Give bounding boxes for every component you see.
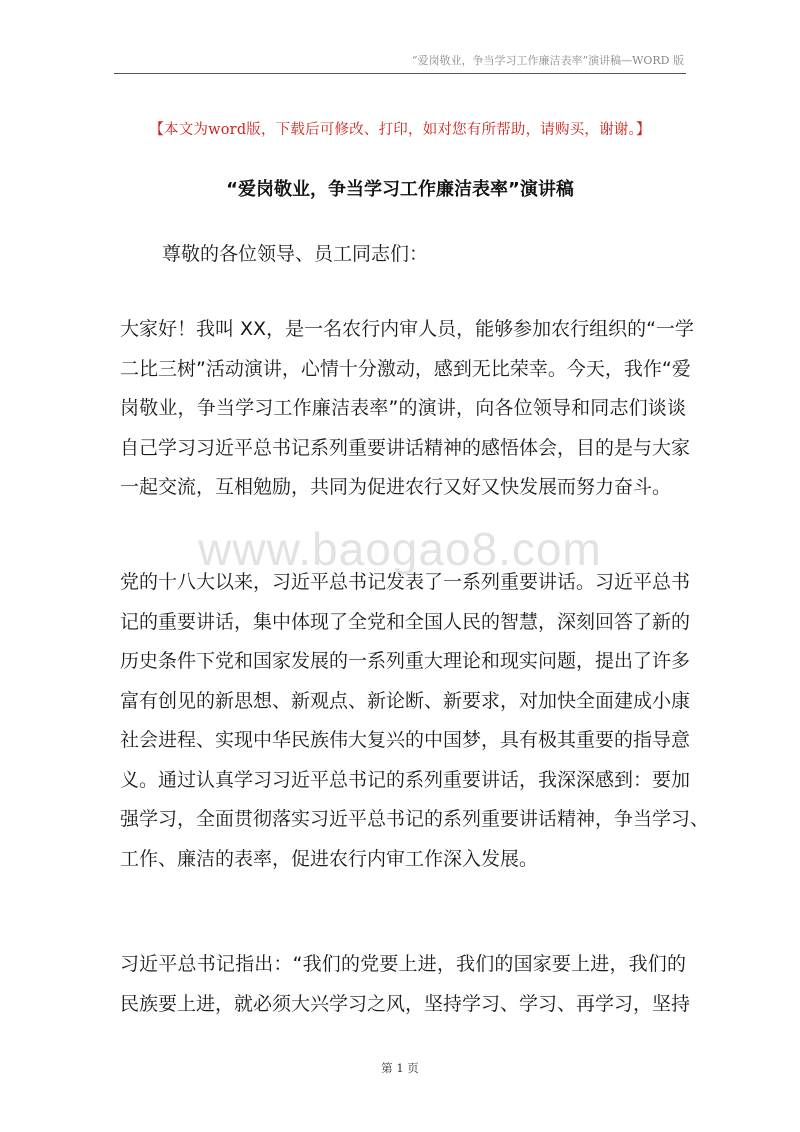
text-line: 党的十八大以来，习近平总书记发表了一系列重要讲话。习近平总书	[120, 571, 691, 593]
text-line: 历史条件下党和国家发展的一系列重大理论和现实问题，提出了许多	[120, 650, 691, 672]
salutation: 尊敬的各位领导、员工同志们：	[162, 243, 429, 265]
document-title: “爱岗敬业，争当学习工作廉洁表率”演讲稿	[226, 179, 574, 200]
text-line: 习近平总书记指出：“我们的党要上进，我们的国家要上进，我们的	[120, 953, 686, 975]
text-line: 岗敬业，争当学习工作廉洁表率”的演讲，向各位领导和同志们谈谈	[120, 397, 686, 419]
text-line: 记的重要讲话，集中体现了全党和全国人民的智慧，深刻回答了新的	[120, 610, 691, 633]
text-line: 富有创见的新思想、新观点、新论断、新要求，对加快全面建成小康	[120, 689, 691, 712]
page-number: 第 1 页	[381, 1061, 419, 1075]
text-line: 民族要上进，就必须大兴学习之风，坚持学习、学习、再学习，坚持	[120, 992, 691, 1015]
paragraph-2	[120, 563, 710, 879]
text-line: 自己学习习近平总书记系列重要讲话精神的感悟体会，目的是与大家	[120, 436, 691, 459]
text-line: 工作、廉洁的表率，促进农行内审工作深入发展。	[120, 847, 539, 870]
text-line: 一起交流，互相勉励，共同为促进农行又好又快发展而努力奋斗。	[120, 476, 672, 498]
text-line: 二比三树”活动演讲，心情十分激动，感到无比荣幸。今天，我作“爱	[120, 357, 691, 380]
watermark: www.baogao8.com	[198, 523, 602, 575]
running-header: “爱岗敬业，争当学习工作廉洁表率”演讲稿—WORD 版	[411, 54, 684, 67]
text-line: 义。通过认真学习习近平总书记的系列重要讲话，我深深感到：要加	[120, 768, 691, 791]
paragraph-1	[120, 310, 694, 508]
text-line: 大家好！我叫 XX，是一名农行内审人员，能够参加农行组织的“一学	[120, 318, 694, 340]
paragraph-3	[120, 945, 691, 1024]
text-line: 强学习，全面贯彻落实习近平总书记的系列重要讲话精神，争当学习、	[120, 808, 710, 830]
text-line: 社会进程、实现中华民族伟大复兴的中国梦，具有极其重要的指导意	[120, 729, 691, 751]
header-divider	[114, 73, 686, 74]
purchase-notice: 【本文为word版，下载后可修改、打印，如对您有所帮助，请购买，谢谢。】	[149, 122, 651, 138]
